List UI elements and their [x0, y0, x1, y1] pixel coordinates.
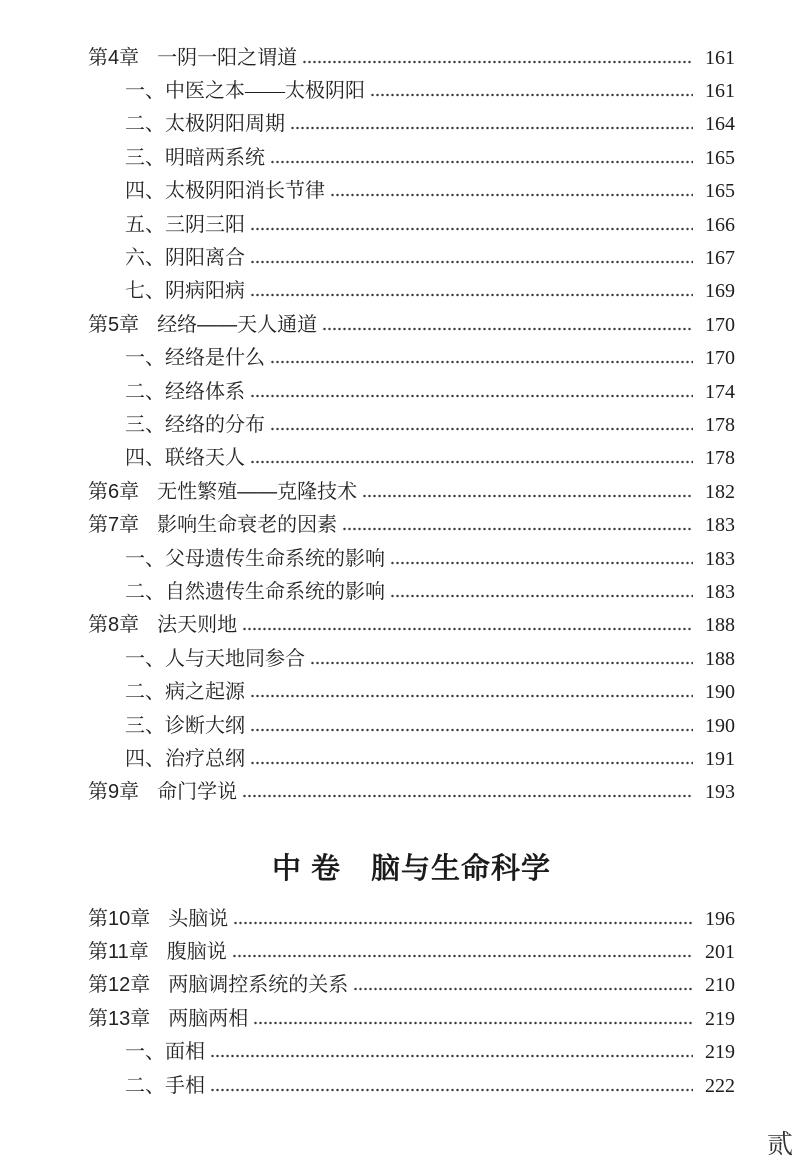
page-number: 165 — [705, 146, 735, 169]
page-number: 193 — [705, 781, 735, 804]
page-number: 164 — [705, 113, 735, 136]
entry-title: 法天则地 — [157, 614, 238, 637]
toc-sub-entry — [88, 642, 735, 675]
entry-title: 无性繁殖——克隆技术 — [157, 480, 358, 503]
dot-leader — [362, 475, 693, 508]
dot-leader — [270, 342, 693, 375]
toc-chapter-entry — [88, 609, 735, 642]
page-number: 183 — [705, 580, 735, 603]
page-number: 169 — [705, 280, 735, 303]
dot-leader — [242, 776, 693, 809]
chapter-number: 第4章 — [88, 46, 140, 69]
dot-leader — [270, 408, 693, 441]
toc-sub-entry — [88, 241, 735, 274]
dot-leader — [210, 1069, 693, 1102]
toc-sub-entry — [88, 108, 735, 141]
entry-title: 七、阴病阳病 — [125, 280, 245, 303]
chapter-number: 第5章 — [88, 313, 140, 336]
toc-chapter-entry — [88, 475, 735, 508]
page-number: 191 — [705, 747, 735, 770]
dot-leader — [232, 935, 693, 968]
toc-sub-entry — [88, 675, 735, 708]
entry-title: 四、太极阴阳消长节律 — [125, 180, 325, 203]
dot-leader — [250, 208, 693, 241]
toc-sub-entry — [88, 175, 735, 208]
dot-leader — [250, 442, 693, 475]
page-number: 182 — [705, 480, 735, 503]
toc-sub-entry — [88, 375, 735, 408]
page-number: 167 — [705, 247, 735, 270]
page-number: 219 — [705, 1041, 735, 1064]
dot-leader — [310, 642, 693, 675]
dot-leader — [242, 609, 693, 642]
toc-chapter-entry — [88, 1002, 735, 1035]
toc-sub-entry — [88, 342, 735, 375]
entry-title: 一、人与天地同参合 — [125, 647, 305, 670]
page-number: 190 — [705, 681, 735, 704]
entry-title: 二、自然遗传生命系统的影响 — [125, 580, 385, 603]
entry-title: 四、联络天人 — [125, 447, 245, 470]
toc-chapter-entry — [88, 969, 735, 1002]
entry-title: 一、经络是什么 — [125, 347, 265, 370]
entry-title: 二、经络体系 — [125, 380, 245, 403]
dot-leader — [250, 275, 693, 308]
section-header: 中 卷 脑与生命科学 — [271, 852, 552, 885]
dot-leader — [370, 74, 693, 107]
chapter-number: 第10章 — [88, 907, 151, 930]
toc-sub-entry — [88, 1069, 735, 1102]
entry-title: 一、父母遗传生命系统的影响 — [125, 547, 385, 570]
entry-title: 三、经络的分布 — [125, 413, 265, 436]
chapter-number: 第13章 — [88, 1007, 151, 1030]
page-number: 188 — [705, 614, 735, 637]
page-number: 165 — [705, 180, 735, 203]
toc-chapter-entry — [88, 41, 735, 74]
page-number: 196 — [705, 907, 735, 930]
toc-sub-entry — [88, 442, 735, 475]
entry-title: 腹脑说 — [166, 941, 227, 964]
chapter-number: 第6章 — [88, 480, 140, 503]
entry-title: 一、中医之本——太极阴阳 — [125, 80, 365, 103]
entry-title: 四、治疗总纲 — [125, 747, 245, 770]
page-number: 170 — [705, 347, 735, 370]
entry-title: 两脑调控系统的关系 — [168, 974, 349, 997]
dot-leader — [270, 141, 693, 174]
entry-title: 头脑说 — [168, 907, 229, 930]
chapter-number: 第9章 — [88, 781, 140, 804]
dot-leader — [250, 742, 693, 775]
chapter-number: 第8章 — [88, 614, 140, 637]
dot-leader — [353, 969, 693, 1002]
dot-leader — [250, 675, 693, 708]
toc-chapter-entry — [88, 776, 735, 809]
entry-title: 二、太极阴阳周期 — [125, 113, 285, 136]
entry-title: 影响生命衰老的因素 — [157, 514, 338, 537]
toc-sub-entry — [88, 575, 735, 608]
page-number: 183 — [705, 514, 735, 537]
chapter-number: 第11章 — [88, 941, 149, 964]
toc-sub-entry — [88, 542, 735, 575]
page-number: 190 — [705, 714, 735, 737]
entry-title: 两脑两相 — [168, 1007, 249, 1030]
toc-sub-entry — [88, 74, 735, 107]
dot-leader — [390, 542, 693, 575]
page-number: 166 — [705, 213, 735, 236]
entry-title: 二、手相 — [125, 1074, 205, 1097]
entry-title: 命门学说 — [157, 781, 238, 804]
dot-leader — [250, 241, 693, 274]
entry-title: 六、阴阳离合 — [125, 247, 245, 270]
page-number: 178 — [705, 447, 735, 470]
toc-sub-entry — [88, 408, 735, 441]
dot-leader — [322, 308, 693, 341]
toc-sub-entry — [88, 709, 735, 742]
entry-title: 五、三阴三阳 — [125, 213, 245, 236]
toc-chapter-entry — [88, 308, 735, 341]
page-number: 201 — [705, 941, 735, 964]
page-number: 222 — [705, 1074, 735, 1097]
dot-leader — [330, 175, 693, 208]
page-number: 210 — [705, 974, 735, 997]
entry-title: 经络——天人通道 — [157, 313, 318, 336]
entry-title: 二、病之起源 — [125, 681, 245, 704]
toc-chapter-entry — [88, 935, 735, 968]
toc-sub-entry — [88, 275, 735, 308]
toc-chapter-entry — [88, 902, 735, 935]
page-number: 178 — [705, 413, 735, 436]
toc-sub-entry — [88, 1036, 735, 1069]
page-number: 219 — [705, 1007, 735, 1030]
page-number: 174 — [705, 380, 735, 403]
page-number: 183 — [705, 547, 735, 570]
corner-folio-mark: 贰 — [766, 1130, 793, 1159]
entry-title: 一阴一阳之谓道 — [157, 46, 298, 69]
dot-leader — [233, 902, 693, 935]
chapter-number: 第12章 — [88, 974, 151, 997]
toc-sub-entry — [88, 208, 735, 241]
toc-chapter-entry — [88, 508, 735, 541]
dot-leader — [290, 108, 693, 141]
dot-leader — [342, 508, 693, 541]
dot-leader — [390, 575, 693, 608]
entry-title: 一、面相 — [125, 1041, 205, 1064]
page-number: 161 — [705, 80, 735, 103]
dot-leader — [302, 41, 693, 74]
chapter-number: 第7章 — [88, 514, 140, 537]
dot-leader — [250, 375, 693, 408]
dot-leader — [253, 1002, 693, 1035]
entry-title: 三、诊断大纲 — [125, 714, 245, 737]
page-number: 161 — [705, 46, 735, 69]
toc-sub-entry — [88, 141, 735, 174]
entry-title: 三、明暗两系统 — [125, 146, 265, 169]
toc-sub-entry — [88, 742, 735, 775]
page-number: 170 — [705, 313, 735, 336]
page-number: 188 — [705, 647, 735, 670]
dot-leader — [250, 709, 693, 742]
dot-leader — [210, 1036, 693, 1069]
